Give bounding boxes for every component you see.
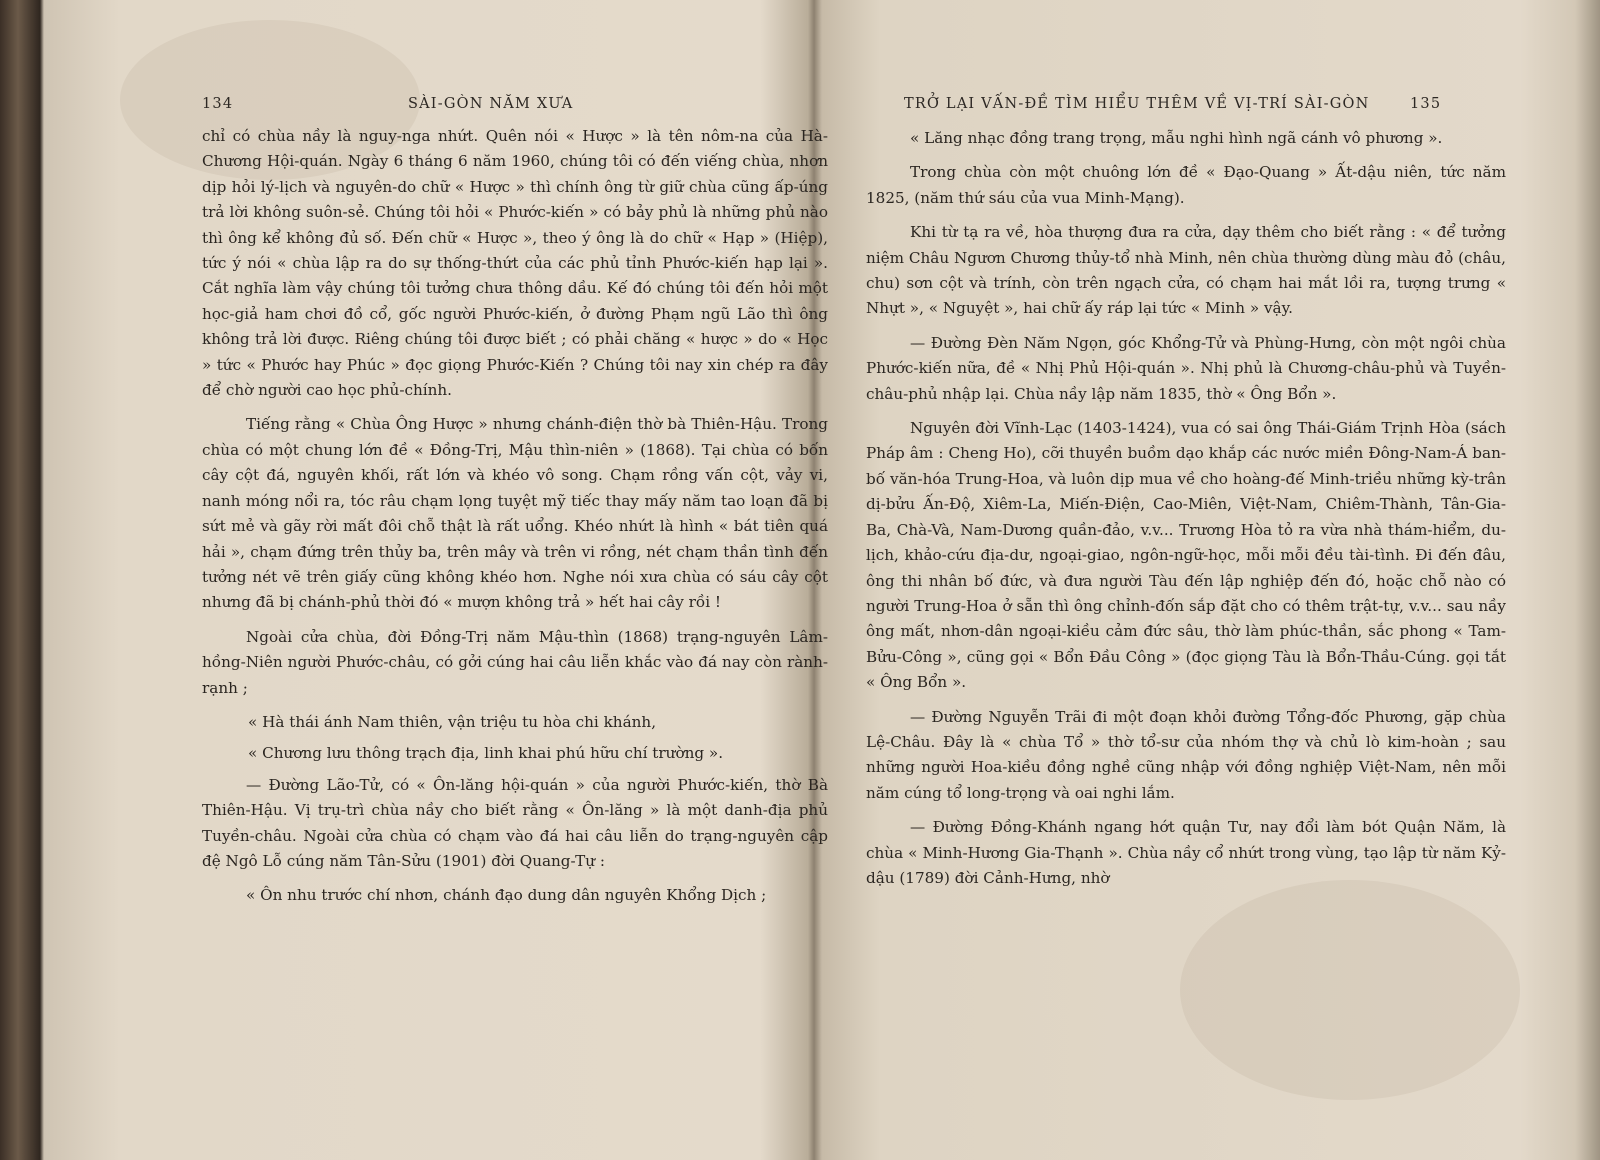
page-text: [866, 126, 1506, 900]
page-number: 134: [202, 96, 234, 112]
right-page: [818, 0, 1578, 1160]
paragraph: Nguyên đời Vĩnh-Lạc (1403-1424), vua có sai ông Thái-Giám Trịnh Hòa (sách Pháp âm : Cheng Ho), cỡi thuyền buồm dạo khắp các nước miền Đông-Nam-Á ban-bố văn-hóa Trung-Hoa, và luôn dịp mua về cho hoàng-đế Minh-triều những kỳ-trân dị-bửu Ấn-Độ, Xiêm-La, Miến-Điện, Cao-Miên, Việt-Nam, Chiêm-Thành, Tân-Gia-Ba, Chà-Và, Nam-Dương quần-đảo, v.v... Trương Hòa tỏ ra vừa nhà thám-hiểm, du-lịch, khảo-cứu địa-dư, ngoại-giao, ngôn-ngữ-học, mỗi mỗi đều tài-tình. Đi đến đâu, ông thi nhân bố đức, và đưa người Tàu đến lập nghiệp đến đó, hoặc chỗ nào có người Trung-Hoa ở sẵn thì ông chỉnh-đốn sắp đặt cho có thêm trật-tự, v.v... sau nầy ông mất, nhơn-dân ngoại-kiều cảm đức sâu, thờ làm phúc-thần, sắc phong « Tam-Bửu-Công », cũng gọi « Bổn Đầu Công » (đọc giọng Tàu là Bổn-Thầu-Cúng. gọi tắt « Ông Bổn ».: [866, 419, 1506, 692]
paragraph: chỉ có chùa nầy là nguy-nga nhứt. Quên nói « Hược » là tên nôm-na của Hà-Chương Hội-quán. Ngày 6 tháng 6 năm 1960, chúng tôi có đến viếng chùa, nhơn dịp hỏi lý-lịch và nguyên-do chữ « Hược » thì chính ông từ giữ chùa cũng ấp-úng trả lời không suôn-sẻ. Chúng tôi hỏi « Phước-kiến » có bảy phủ là những phủ nào thì ông kể không đủ số. Đến chữ « Hược », theo ý ông là do chữ « Hạp » (Hiệp), tức ý nói « chùa lập ra do sự thống-thứt của các phủ tỉnh Phước-kiến hạp lại ». Cắt nghĩa làm vậy chúng tôi tưởng chưa thông dầu. Kế đó chúng tôi đến hỏi một học-giả ham chơi đồ cổ, gốc người Phước-kiến, ở đường Phạm ngũ Lão thì ông không trả lời được. Riêng chúng tôi được biết ; có phải chăng « hược » do « Học » tức « Phước hay Phúc » đọc giọng Phước-Kiến ? Chúng tôi nay xin chép ra đây để chờ người cao học phủ-chính.: [202, 127, 828, 400]
paragraph: — Đường Đèn Năm Ngọn, góc Khổng-Tử và Phùng-Hưng, còn một ngôi chùa Phước-kiến nữa, đề « Nhị Phủ Hội-quán ». Nhị phủ là Chương-châu-phủ và Tuyền-châu-phủ nhập lại. Chùa nầy lập năm 1835, thờ « Ông Bổn ».: [866, 333, 1506, 403]
running-title: TRỞ LẠI VẤN-ĐỀ TÌM HIỂU THÊM VỀ VỊ-TRÍ SÀI-GÒN: [904, 96, 1370, 112]
paragraph: Ngoài cửa chùa, đời Đồng-Trị năm Mậu-thìn (1868) trạng-nguyên Lâm-hồng-Niên người Phước-châu, có gởi cúng hai câu liễn khắc vào đá nay còn rành-rạnh ;: [202, 627, 828, 697]
paragraph: Khi từ tạ ra về, hòa thượng đưa ra cửa, dạy thêm cho biết rằng : « để tưởng niệm Châu Ngươn Chương thủy-tổ nhà Minh, nên chùa thường dùng màu đỏ (châu, chu) sơn cột và trính, còn trên ngạch cửa, có chạm hai mắt lồi ra, tượng trưng « Nhựt », « Nguyệt », hai chữ ấy ráp lại tức « Minh » vậy.: [866, 223, 1506, 318]
couplet-line: « Ôn nhu trước chí nhơn, chánh đạo dung dân nguyên Khổng Dịch ;: [246, 886, 767, 905]
couplet-line: « Lăng nhạc đồng trang trọng, mẫu nghi hình ngã cánh vô phương ».: [910, 129, 1443, 147]
running-title: SÀI-GÒN NĂM XƯA: [408, 96, 574, 112]
paragraph: — Đường Nguyễn Trãi đi một đoạn khỏi đường Tổng-đốc Phương, gặp chùa Lệ-Châu. Đây là « chùa Tổ » thờ tổ-sư của nhóm thợ và chủ lò kim-hoàn ; sau những người Hoa-kiều đồng nghề cũng nhập với đồng nghiệp Việt-Nam, nên mỗi năm cúng tổ long-trọng và oai nghi lắm.: [866, 707, 1506, 802]
paragraph: Trong chùa còn một chuông lớn đề « Đạo-Quang » Ất-dậu niên, tức năm 1825, (năm thứ sáu của vua Minh-Mạng).: [866, 163, 1506, 207]
couplet-line: « Chương lưu thông trạch địa, linh khai phú hữu chí trường ».: [248, 744, 724, 763]
paragraph: — Đường Lão-Tử, có « Ôn-lăng hội-quán » của người Phước-kiến, thờ Bà Thiên-Hậu. Vị trụ-trì chùa nầy cho biết rằng « Ôn-lăng » là một danh-địa phủ Tuyền-châu. Ngoài cửa chùa có chạm vào đá hai câu liễn do trạng-nguyên cập đệ Ngô Lỗ cúng năm Tân-Sửu (1901) đời Quang-Tự :: [202, 775, 828, 870]
paragraph: Tiếng rằng « Chùa Ông Hược » nhưng chánh-điện thờ bà Thiên-Hậu. Trong chùa có một chung lớn đề « Đồng-Trị, Mậu thìn-niên » (1868). Tại chùa có bốn cây cột đá, nguyên khối, rất lớn và khéo vô song. Chạm rồng vấn cột, vảy vi, nanh móng nổi ra, tóc râu chạm lọng tuyệt mỹ tiếc thay mấy năm tao loạn đã bị sứt mẻ và gãy rời mất đôi chỗ thật là rất uổng. Khéo nhứt là hình « bát tiên quá hải », chạm đứng trên thủy ba, trên mây và trên vi rồng, nét chạm thần tình đến tưởng nét vẽ trên giấy cũng không khéo hơn. Nghe nói xưa chùa có sáu cây cột nhưng đã bị chánh-phủ thời đó « mượn không trả » hết hai cây rồi !: [202, 415, 828, 612]
page-text: [202, 124, 828, 918]
couplet-line: « Hà thái ánh Nam thiên, vận triệu tu hòa chi khánh,: [248, 712, 657, 731]
page-number: 135: [1410, 96, 1442, 112]
paragraph: — Đường Đồng-Khánh ngang hớt quận Tư, nay đổi làm bót Quận Năm, là chùa « Minh-Hương Gia-Thạnh ». Chùa nầy cổ nhứt trong vùng, tạo lập từ năm Kỷ-dậu (1789) đời Cảnh-Hưng, nhờ: [866, 818, 1506, 887]
left-page: [44, 0, 828, 1160]
